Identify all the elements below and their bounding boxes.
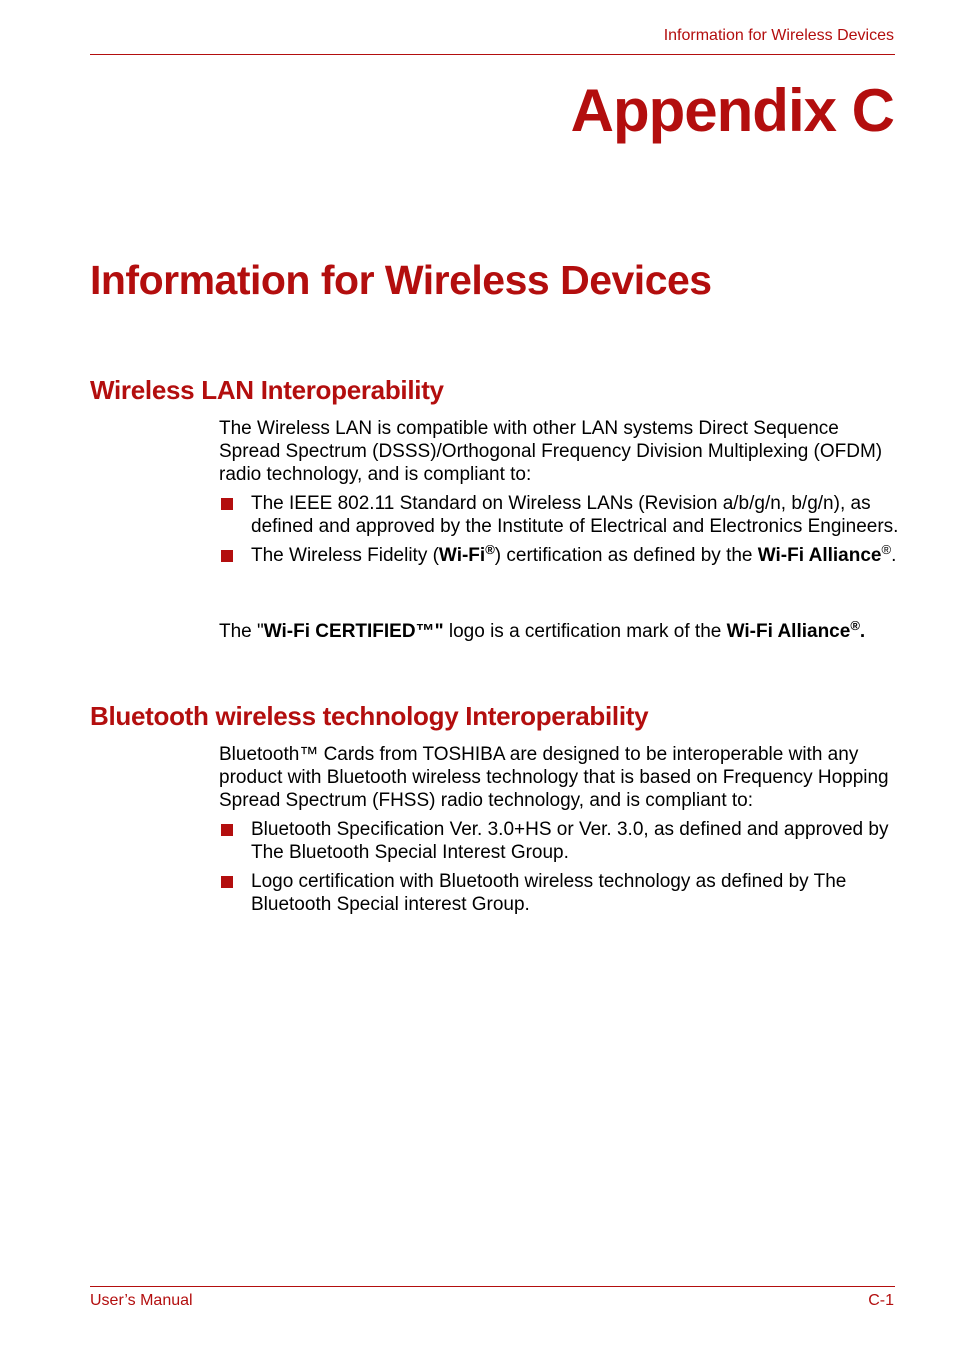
running-header: Information for Wireless Devices xyxy=(663,27,894,44)
wlan-bullet-wifi-end: . xyxy=(891,545,897,566)
list-item xyxy=(219,870,899,916)
list-item xyxy=(219,818,899,864)
wlan-bullet-list xyxy=(219,492,899,573)
header-rule xyxy=(90,54,895,55)
wlan-bullet-wifi-pre: The Wireless Fidelity ( xyxy=(251,545,439,566)
wifi-certified-mark: Wi-Fi CERTIFIED™" xyxy=(263,621,444,642)
bullet-square-icon xyxy=(221,550,233,562)
wlan-intro xyxy=(219,417,899,486)
registered-mark: ® xyxy=(881,542,892,557)
wifi-alliance-term: Wi-Fi Alliance xyxy=(726,621,851,642)
registered-mark: ® xyxy=(485,542,495,557)
wlan-intro-text: The Wireless LAN is compatible with other LAN systems Direct Sequence Spread Spectrum (DSSS)/Orthogonal Frequency Division Multiplexing (OFDM) radio technology, and is compliant to: xyxy=(219,418,883,485)
bluetooth-bullet-spec: Bluetooth Specification Ver. 3.0+HS or Ver. 3.0, as defined and approved by The Bluetooth Special Interest Group. xyxy=(251,819,889,863)
footer-manual-title: User’s Manual xyxy=(90,1292,193,1309)
list-item xyxy=(219,544,899,567)
appendix-title: Appendix C xyxy=(570,77,894,144)
footer-rule xyxy=(90,1286,895,1287)
list-item xyxy=(219,492,899,538)
bluetooth-bullet-list xyxy=(219,818,899,922)
bluetooth-bullet-logo: Logo certification with Bluetooth wireless technology as defined by The Bluetooth Special interest Group. xyxy=(251,871,847,915)
logo-note-pre: The " xyxy=(219,621,264,642)
wlan-bullet-ieee: The IEEE 802.11 Standard on Wireless LANs (Revision a/b/g/n, b/g/n), as defined and approved by the Institute of Electrical and Electronics Engineers. xyxy=(251,493,899,537)
page-number: C-1 xyxy=(868,1292,894,1309)
wlan-bullet-wifi-mid: ) certification as defined by the xyxy=(494,545,758,566)
logo-note-mid: logo is a certification mark of the xyxy=(443,621,727,642)
registered-mark: ® xyxy=(850,618,860,633)
logo-note-end: . xyxy=(859,621,866,642)
wifi-alliance-term: Wi-Fi Alliance xyxy=(757,545,882,566)
bullet-square-icon xyxy=(221,498,233,510)
section-heading-bluetooth: Bluetooth wireless technology Interoperability xyxy=(90,701,649,731)
bullet-square-icon xyxy=(221,876,233,888)
chapter-title: Information for Wireless Devices xyxy=(90,257,712,303)
bullet-square-icon xyxy=(221,824,233,836)
section-heading-wlan: Wireless LAN Interoperability xyxy=(90,375,444,405)
wifi-logo-note xyxy=(219,620,899,643)
wifi-term: Wi-Fi xyxy=(438,545,486,566)
bluetooth-intro xyxy=(219,743,899,812)
bluetooth-intro-text: Bluetooth™ Cards from TOSHIBA are designed to be interoperable with any product with Bluetooth wireless technology that is based on Frequency Hopping Spread Spectrum (FHSS) radio technology, and is compliant to: xyxy=(219,744,889,811)
